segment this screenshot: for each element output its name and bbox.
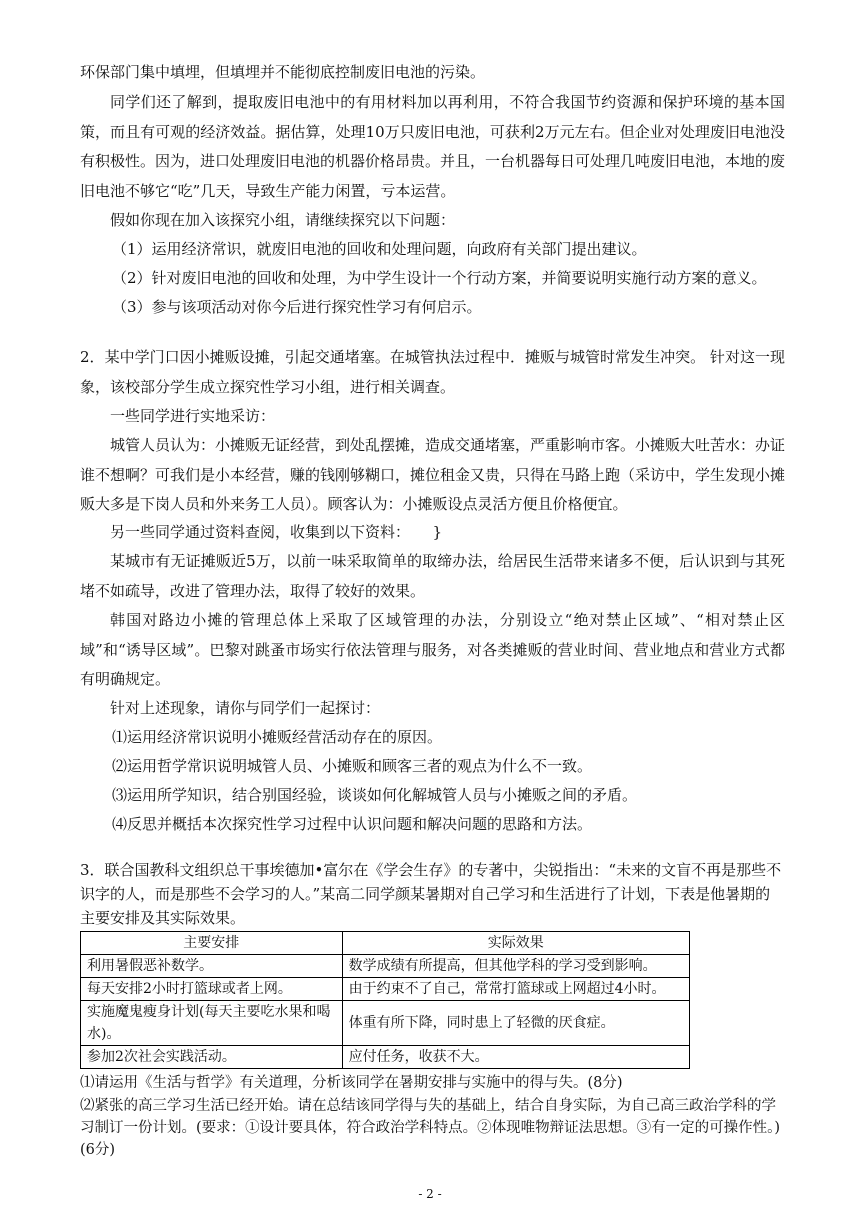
question-1-1: （1）运用经济常识，就废旧电池的回收和处理问题，向政府有关部门提出建议。 bbox=[112, 240, 647, 258]
paragraph-discuss: 针对上述现象，请你与同学们一起探讨： bbox=[110, 699, 381, 717]
question-3-intro: 3．联合国教科文组织总干事埃德加•富尔在《学会生存》的专著中，尖锐指出：“未来的文盲不再是那些不识字的人，而是那些不会学习的人。”某高二同学颜某暑期对自己学习和生活进行了计划，下表是他暑期的主要安排及其实际效果。 bbox=[80, 861, 782, 927]
table-cell: 由于约束不了自己，常常打篮球或上网超过4小时。 bbox=[342, 978, 689, 1001]
table-header-cell: 主要安排 bbox=[81, 932, 343, 955]
page-number: - 2 - bbox=[418, 1187, 442, 1201]
table-cell: 应付任务，收获不大。 bbox=[342, 1046, 689, 1069]
table-cell: 实施魔鬼瘦身计划(每天主要吃水果和喝水)。 bbox=[81, 1001, 343, 1046]
table-row bbox=[81, 1046, 690, 1069]
paragraph-interview: 一些同学进行实地采访： bbox=[110, 407, 276, 425]
table-cell: 每天安排2小时打篮球或者上网。 bbox=[81, 978, 343, 1001]
paragraph-research: 另一些同学通过资料查阅，收集到以下资料： } bbox=[110, 523, 443, 541]
paragraph-join-group: 假如你现在加入该探究小组，请继续探究以下问题： bbox=[110, 211, 456, 229]
paragraph-landfill: 环保部门集中填埋，但填埋并不能彻底控制废旧电池的污染。 bbox=[80, 63, 486, 81]
table-row bbox=[81, 955, 690, 978]
table-cell: 体重有所下降，同时患上了轻微的厌食症。 bbox=[342, 1001, 689, 1046]
question-2-1: ⑴运用经济常识说明小摊贩经营活动存在的原因。 bbox=[112, 728, 443, 746]
table-cell: 数学成绩有所提高，但其他学科的学习受到影响。 bbox=[342, 955, 689, 978]
paragraph-opinions: 城管人员认为：小摊贩无证经营，到处乱摆摊，造成交通堵塞，严重影响市客。小摊贩大吐苦水：办证谁不想啊？可我们是小本经营，赚的钱刚够糊口，摊位租金又贵，只得在马路上跑（采访中，学生发现小摊贩大多是下岗人员和外来务工人员）。顾客认为：小摊贩设点灵活方便且价格便宜。 bbox=[80, 436, 786, 513]
schedule-table bbox=[80, 931, 690, 1069]
table-row bbox=[81, 1001, 690, 1046]
table-header-row bbox=[81, 932, 690, 955]
question-2-intro: 2．某中学门口因小摊贩设摊，引起交通堵塞。在城管执法过程中．摊贩与城管时常发生冲突。 针对这一现象，该校部分学生成立探究性学习小组，进行相关调查。 bbox=[80, 348, 785, 396]
paragraph-city-case: 某城市有无证摊贩近5万，以前一味采取简单的取缔办法，给居民生活带来诸多不便，后认识到与其死堵不如疏导，改进了管理办法，取得了较好的效果。 bbox=[80, 552, 785, 600]
question-1-3: （3）参与该项活动对你今后进行探究性学习有何启示。 bbox=[112, 298, 482, 316]
question-1-2: （2）针对废旧电池的回收和处理，为中学生设计一个行动方案，并简要说明实施行动方案的意义。 bbox=[112, 269, 767, 287]
question-2-3: ⑶运用所学知识，结合别国经验，谈谈如何化解城管人员与小摊贩之间的矛盾。 bbox=[112, 786, 638, 804]
question-2-2: ⑵运用哲学常识说明城管人员、小摊贩和顾客三者的观点为什么不一致。 bbox=[112, 757, 593, 775]
table-cell: 参加2次社会实践活动。 bbox=[81, 1046, 343, 1069]
question-3-1: ⑴请运用《生活与哲学》有关道理，分析该同学在暑期安排与实施中的得与失。(8分) bbox=[80, 1075, 623, 1091]
table-row bbox=[81, 978, 690, 1001]
table-header-cell: 实际效果 bbox=[342, 932, 689, 955]
question-2-4: ⑷反思并概括本次探究性学习过程中认识问题和解决问题的思路和方法。 bbox=[112, 815, 593, 833]
paragraph-korea-paris: 韩国对路边小摊的管理总体上采取了区域管理的办法，分别设立“绝对禁止区域”、“相对禁止区域”和“诱导区域”。巴黎对跳蚤市场实行依法管理与服务，对各类摊贩的营业时间、营业地点和营业方式都有明确规定。 bbox=[80, 611, 785, 688]
question-3-2: ⑵紧张的高三学习生活已经开始。请在总结该同学得与失的基础上，结合自身实际，为自己高三政治学科的学习制订一份计划。(要求：①设计要具体，符合政治学科特点。②体现唯物辩证法思想。③有一定的可操作性。) (6分) bbox=[80, 1098, 781, 1158]
paragraph-recycling-economics: 同学们还了解到，提取废旧电池中的有用材料加以再利用，不符合我国节约资源和保护环境的基本国策，而且有可观的经济效益。据估算，处理10万只废旧电池，可获利2万元左右。但企业对处理废旧电池没有积极性。因为，进口处理废旧电池的机器价格昂贵。并且，一台机器每日可处理几吨废旧电池，本地的废旧电池不够它“吃”几天，导致生产能力闲置，亏本运营。 bbox=[80, 93, 786, 200]
table-cell: 利用暑假恶补数学。 bbox=[81, 955, 343, 978]
